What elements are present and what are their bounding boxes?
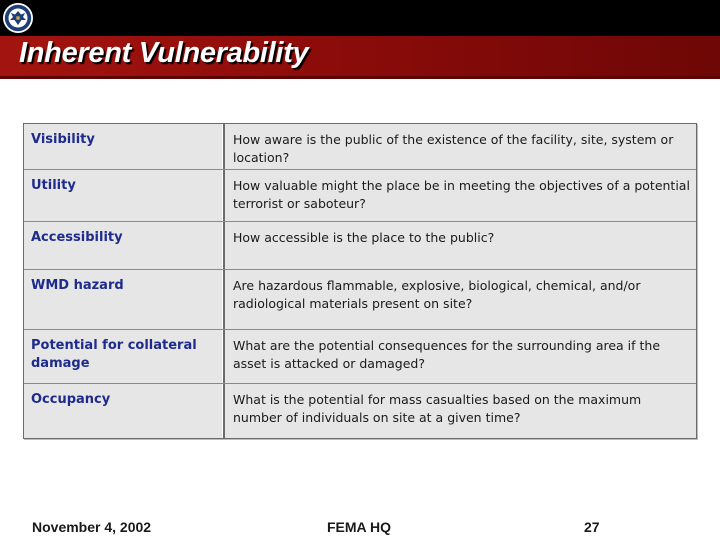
row-description: What is the potential for mass casualties based on the maximum number of individuals on site at a given time? <box>233 392 642 425</box>
table-row <box>24 270 696 330</box>
row-label: Potential for collateral damage <box>24 330 225 383</box>
footer-organization: FEMA HQ <box>327 519 392 535</box>
row-description: What are the potential consequences for the surrounding area if the asset is attacked or damaged? <box>233 338 661 371</box>
table-row <box>24 124 696 170</box>
row-description: How valuable might the place be in meeting the objectives of a potential terrorist or saboteur? <box>233 178 690 211</box>
row-description: Are hazardous flammable, explosive, biological, chemical, and/or radiological materials present on site? <box>233 278 641 311</box>
vulnerability-table <box>23 123 697 439</box>
table-row <box>24 222 696 270</box>
row-label: Visibility <box>24 124 225 169</box>
dhs-seal-icon <box>2 2 34 34</box>
row-description: How accessible is the place to the public? <box>233 230 495 245</box>
page-number: 27 <box>584 519 600 535</box>
slide-title: Inherent Vulnerability <box>19 37 309 69</box>
table-row <box>24 170 696 222</box>
table-row <box>24 330 696 384</box>
row-label: Occupancy <box>24 384 225 438</box>
table-row <box>24 384 696 438</box>
title-rule <box>0 76 720 79</box>
row-label: Utility <box>24 170 225 221</box>
row-label: WMD hazard <box>24 270 225 329</box>
row-label: Accessibility <box>24 222 225 269</box>
footer-date: November 4, 2002 <box>32 519 152 535</box>
top-bar <box>0 0 720 36</box>
row-description: How aware is the public of the existence of the facility, site, system or location? <box>233 132 674 165</box>
